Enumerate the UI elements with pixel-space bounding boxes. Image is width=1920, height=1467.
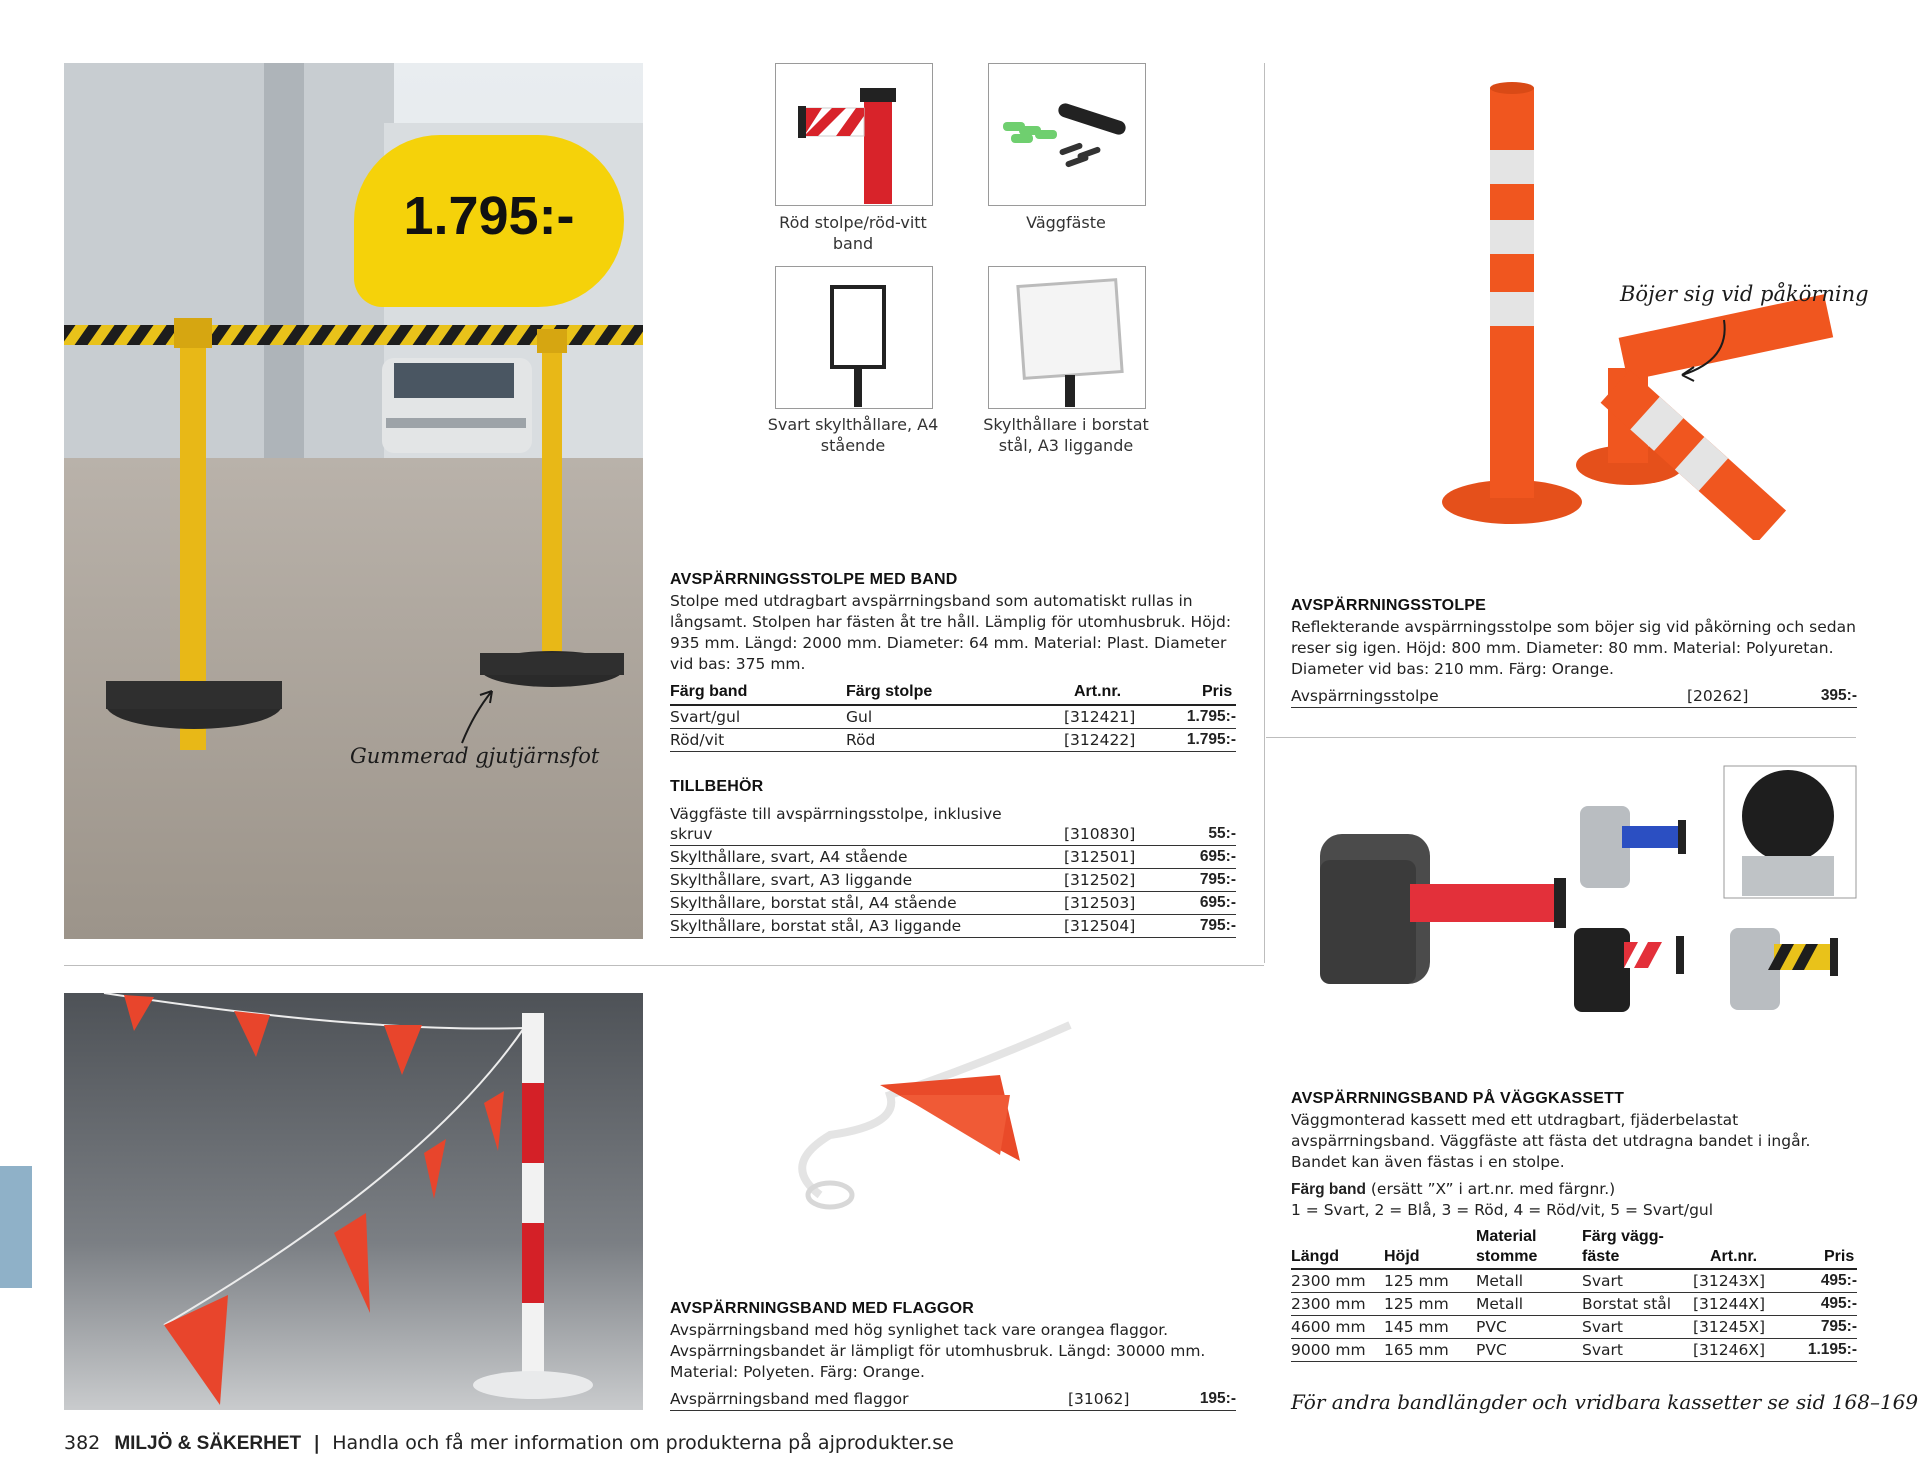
- flag-coil-graphic: [760, 1005, 1100, 1235]
- accessories-row-line1: Väggfäste till avspärrningsstolpe, inklusive: [670, 805, 1002, 823]
- thumb-steel-sign-holder-caption: Skylthållare i borstat stål, A3 liggande: [983, 415, 1149, 455]
- product1-row-band: Svart/gul: [670, 708, 741, 726]
- accessories-row-name: Skylthållare, svart, A3 liggande: [670, 871, 913, 889]
- product3-row-height: 125 mm: [1384, 1272, 1449, 1290]
- product3-row-length: 2300 mm: [1291, 1272, 1366, 1290]
- accessories-row-name: skruv: [670, 825, 713, 843]
- product3-row-length: 4600 mm: [1291, 1318, 1366, 1336]
- product4-row-art: [31062]: [1068, 1390, 1130, 1408]
- product3-row: [1291, 1270, 1857, 1293]
- product3-color-label: Färg band: [1291, 1181, 1366, 1198]
- product3-row-height: 125 mm: [1384, 1295, 1449, 1313]
- product3-row-price: 495:-: [1820, 1272, 1857, 1289]
- product3-header-length: Längd: [1291, 1248, 1339, 1265]
- footer-section: MILJÖ & SÄKERHET: [114, 1433, 302, 1454]
- product3-row-fitting: Svart: [1582, 1341, 1623, 1359]
- thumb-wall-bracket-caption: Väggfäste: [1026, 213, 1106, 232]
- thumb-black-sign-holder-caption-text: Svart skylthållare, A4 stående: [767, 415, 939, 455]
- base-caption: Gummerad gjutjärnsfot: [350, 744, 600, 768]
- accessories-row-name: Skylthållare, svart, A4 stående: [670, 848, 908, 866]
- product1-header-art: Art.nr.: [1074, 683, 1122, 700]
- thumb-steel-sign-holder[interactable]: [988, 266, 1146, 409]
- product1-row-price: 1.795:-: [1186, 731, 1236, 748]
- product4-row-price: 195:-: [1199, 1390, 1236, 1407]
- product3-row-length: 2300 mm: [1291, 1295, 1366, 1313]
- flag-bunting-graphic: [64, 993, 643, 1410]
- thumb-red-post-caption: Röd stolpe/röd-vitt band: [779, 213, 927, 253]
- accessories-row-art: [312501]: [1064, 848, 1136, 866]
- accessories-title: TILLBEHÖR: [670, 778, 764, 795]
- thumb-black-sign-holder-caption: [765, 414, 941, 456]
- accessories-row-name: Skylthållare, borstat stål, A4 stående: [670, 894, 957, 912]
- product4-description: Avspärrningsband med hög synlighet tack vare orangea flaggor. Avspärrningsbandet är lämpligt för utomhusbruk. Längd: 30000 mm. Material: Polyeten. Färg: Orange.: [670, 1321, 1206, 1381]
- product1-row: [670, 729, 1236, 752]
- red-post-image: [776, 64, 932, 205]
- product3-header-height: Höjd: [1384, 1248, 1420, 1265]
- stanchion-photo: [64, 63, 643, 939]
- section-divider-left: [64, 965, 1264, 966]
- product3-row-fitting: Svart: [1582, 1318, 1623, 1336]
- product3-row-material: PVC: [1476, 1318, 1507, 1336]
- product3-color-note: (ersätt ”X” i art.nr. med färgnr.): [1370, 1180, 1616, 1198]
- product3-row-height: 165 mm: [1384, 1341, 1449, 1359]
- footer-link-text[interactable]: Handla och få mer information om produkterna på ajprodukter.se: [332, 1432, 954, 1454]
- black-sign-holder-image: [776, 267, 932, 408]
- footer-page-number: 382: [64, 1432, 101, 1454]
- product3-color-line: [1291, 1179, 1615, 1200]
- product2-row: [1291, 685, 1857, 708]
- product3-row-price: 495:-: [1820, 1295, 1857, 1312]
- product3-row-art: [31245X]: [1693, 1318, 1766, 1336]
- product2-title: AVSPÄRRNINGSSTOLPE: [1291, 597, 1487, 614]
- product1-row-band: Röd/vit: [670, 731, 725, 749]
- accessories-row: [670, 846, 1236, 869]
- wall-bracket-image: [989, 64, 1145, 205]
- product3-row-price: 795:-: [1820, 1318, 1857, 1335]
- cassette-graphic: [1290, 760, 1870, 1050]
- flag-bunting-photo: [64, 993, 643, 1410]
- product3-row-price: 1.195:-: [1807, 1341, 1857, 1358]
- accessories-row-price: 695:-: [1199, 894, 1236, 911]
- product3-description: Väggmonterad kassett med ett utdragbart, fjäderbelastat avspärrningsband. Väggfäste att fästa det utdragna bandet i ingår. Bandet kan även fästas i en stolpe.: [1291, 1111, 1811, 1171]
- thumb-red-post[interactable]: [775, 63, 933, 206]
- product3-row-material: Metall: [1476, 1272, 1524, 1290]
- product4-title: AVSPÄRRNINGSBAND MED FLAGGOR: [670, 1300, 974, 1317]
- column-divider: [1264, 63, 1265, 963]
- product3-header-art: Art.nr.: [1710, 1248, 1758, 1265]
- product3-color-codes: 1 = Svart, 2 = Blå, 3 = Röd, 4 = Röd/vit, 5 = Svart/gul: [1291, 1201, 1714, 1219]
- footer-separator: |: [313, 1432, 321, 1454]
- accessories-row-price: 695:-: [1199, 848, 1236, 865]
- product1-header-price: Pris: [1202, 683, 1233, 700]
- product2-row-art: [20262]: [1687, 687, 1749, 705]
- accessories-row: [670, 892, 1236, 915]
- accessories-row-price: 795:-: [1199, 871, 1236, 888]
- product1-header-band: Färg band: [670, 683, 748, 700]
- product1-row-post: Röd: [846, 731, 876, 749]
- section-divider-right: [1266, 737, 1856, 738]
- side-tab: [0, 1166, 32, 1288]
- price-badge-text: 1.795:-: [403, 186, 575, 246]
- footer: [64, 1432, 954, 1455]
- product3-row-art: [31246X]: [1693, 1341, 1766, 1359]
- product2-row-name: Avspärrningsstolpe: [1291, 687, 1439, 705]
- accessories-row-art: [312502]: [1064, 871, 1136, 889]
- product3-row-art: [31244X]: [1693, 1295, 1766, 1313]
- product4-row: [670, 1388, 1236, 1411]
- product1-row-post: Gul: [846, 708, 873, 726]
- product3-header-material-1: Material: [1476, 1228, 1537, 1245]
- product2-description: Reflekterande avspärrningsstolpe som böjer sig vid påkörning och sedan reser sig igen. Höjd: 800 mm. Diameter: 80 mm. Material: Polyuretan. Diameter vid bas: 210 mm. Färg: Orange.: [1291, 618, 1856, 678]
- product3-header-material-2: stomme: [1476, 1248, 1538, 1265]
- accessories-row-name: Skylthållare, borstat stål, A3 liggande: [670, 917, 962, 935]
- product3-row-fitting: Svart: [1582, 1272, 1623, 1290]
- accessories-row-art: [312503]: [1064, 894, 1136, 912]
- steel-sign-holder-image: [989, 267, 1145, 408]
- product3-footnote: För andra bandlängder och vridbara kassetter se sid 168–169: [1291, 1390, 1919, 1414]
- product1-description: Stolpe med utdragbart avspärrningsband som automatiskt rullas in långsamt. Stolpen har fästen åt tre håll. Lämplig för utomhusbruk. Höjd: 935 mm. Längd: 2000 mm. Diameter: 64 mm. Material: Plast. Diameter vid bas: 375 mm.: [670, 592, 1232, 673]
- product3-row-material: Metall: [1476, 1295, 1524, 1313]
- product3-row-fitting: Borstat stål: [1582, 1295, 1672, 1313]
- product1-row-art: [312422]: [1064, 731, 1136, 749]
- thumb-black-sign-holder[interactable]: [775, 266, 933, 409]
- accessories-row-art: [310830]: [1064, 825, 1136, 843]
- product3-title: AVSPÄRRNINGSBAND PÅ VÄGGKASSETT: [1291, 1090, 1625, 1107]
- product3-header-fitting-1: Färg vägg-: [1582, 1228, 1664, 1245]
- product4-row-name: Avspärrningsband med flaggor: [670, 1390, 909, 1408]
- product3-row: [1291, 1339, 1857, 1362]
- product1-row: [670, 706, 1236, 729]
- product3-header-price: Pris: [1824, 1248, 1855, 1265]
- product1-title: AVSPÄRRNINGSSTOLPE MED BAND: [670, 571, 958, 588]
- accessories-row: [670, 823, 1236, 846]
- product3-header-fitting-2: fäste: [1582, 1248, 1620, 1265]
- bollard-image: [1290, 70, 1870, 540]
- accessories-row: [670, 915, 1236, 938]
- accessories-row: [670, 869, 1236, 892]
- accessories-row-price: 55:-: [1208, 825, 1236, 842]
- product3-row-art: [31243X]: [1693, 1272, 1766, 1290]
- product1-header-post: Färg stolpe: [846, 683, 933, 700]
- product1-row-price: 1.795:-: [1186, 708, 1236, 725]
- product2-row-price: 395:-: [1820, 687, 1857, 704]
- product3-row: [1291, 1293, 1857, 1316]
- flag-coil-image: [760, 1005, 1100, 1235]
- bollard-caption: Böjer sig vid påkörning: [1620, 282, 1869, 306]
- accessories-row-price: 795:-: [1199, 917, 1236, 934]
- product3-row-height: 145 mm: [1384, 1318, 1449, 1336]
- product3-row-length: 9000 mm: [1291, 1341, 1366, 1359]
- thumb-wall-bracket[interactable]: [988, 63, 1146, 206]
- product3-row: [1291, 1316, 1857, 1339]
- cassette-images: [1290, 760, 1870, 1050]
- accessories-row-art: [312504]: [1064, 917, 1136, 935]
- product3-row-material: PVC: [1476, 1341, 1507, 1359]
- product1-row-art: [312421]: [1064, 708, 1136, 726]
